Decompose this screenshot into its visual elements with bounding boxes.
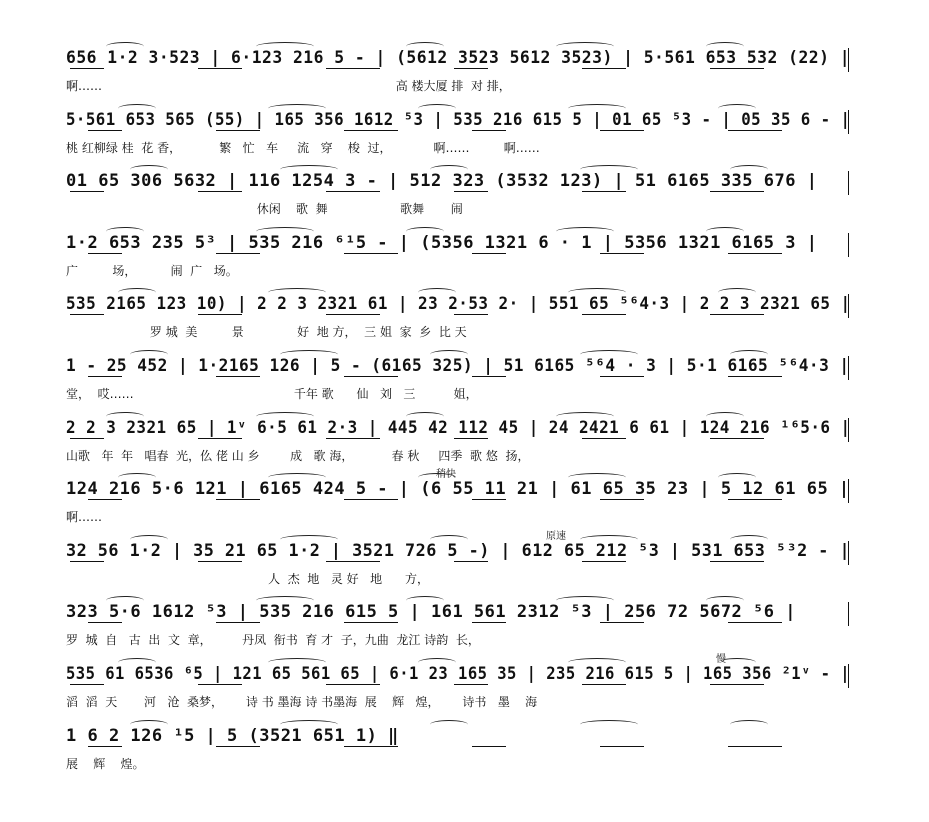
- slur-mark: [706, 596, 744, 605]
- slur-mark: [106, 227, 144, 236]
- beam-underline: [472, 499, 506, 500]
- slur-mark: [268, 658, 326, 667]
- beam-underline: [70, 314, 104, 315]
- slur-mark: [430, 165, 468, 174]
- beam-underline: [70, 561, 104, 562]
- slur-mark: [280, 165, 338, 174]
- slur-mark: [280, 720, 338, 729]
- beam-underline: [710, 191, 764, 192]
- beam-underline: [582, 314, 626, 315]
- slur-mark: [106, 42, 144, 51]
- score-system: [66, 654, 851, 726]
- beam-underline: [600, 746, 644, 747]
- slur-mark: [406, 227, 444, 236]
- slur-mark: [268, 288, 326, 297]
- beam-underline: [70, 191, 104, 192]
- slur-mark: [268, 473, 326, 482]
- beam-underline: [472, 622, 506, 623]
- notation-line: 323 5·6 1612 ⁵3 | 535 216 615 5 | 161 561 2312 ⁵3 | 256 72 5672 ⁵6 |: [66, 602, 796, 623]
- notation-line: 124 216 5·6 121 | 6165 424 5 - | (6 55 11 21 | 61 65 35 23 | 5 12 61 65 |: [66, 479, 850, 500]
- score-system: [66, 110, 850, 172]
- slur-mark: [580, 350, 638, 359]
- tempo-marking: 原速: [546, 530, 566, 542]
- notation-line: 1 6 2 126 ¹5 | 5 (3521 651 1) ‖: [66, 725, 399, 746]
- beam-underline: [600, 130, 644, 131]
- beam-underline: [216, 253, 260, 254]
- slur-mark: [580, 535, 638, 544]
- slur-mark: [130, 535, 168, 544]
- slur-mark: [106, 412, 144, 421]
- beam-underline: [600, 253, 644, 254]
- system-end-barline: [848, 541, 849, 565]
- slur-mark: [280, 350, 338, 359]
- system-end-barline: [848, 110, 849, 134]
- slur-mark: [256, 227, 314, 236]
- beam-underline: [344, 746, 398, 747]
- beam-underline: [472, 253, 506, 254]
- beam-underline: [326, 314, 380, 315]
- lyrics-line: 展 辉 煌。: [66, 756, 145, 771]
- beam-underline: [326, 191, 380, 192]
- score-system: [66, 530, 851, 603]
- notation-line: 5·561 653 565 (55) | 165 356 1612 ⁵3 | 535 216 615 5 | 01 65 ⁵3 - | 05 35 6 - |: [66, 109, 851, 130]
- beam-underline: [216, 499, 260, 500]
- slur-mark: [568, 658, 626, 667]
- beam-underline: [728, 622, 782, 623]
- slur-mark: [406, 596, 444, 605]
- slur-mark: [118, 104, 156, 113]
- beam-underline: [454, 684, 488, 685]
- beam-underline: [710, 314, 764, 315]
- beam-underline: [326, 438, 380, 439]
- beam-underline: [216, 130, 260, 131]
- beam-underline: [70, 68, 104, 69]
- beam-underline: [454, 438, 488, 439]
- beam-underline: [216, 622, 260, 623]
- slur-mark: [106, 596, 144, 605]
- beam-underline: [728, 253, 782, 254]
- lyrics-line: 啊…… 高 楼大厦 排 对 排，: [66, 79, 511, 93]
- slur-mark: [256, 412, 314, 421]
- score-system: [66, 418, 850, 480]
- beam-underline: [198, 314, 242, 315]
- beam-underline: [582, 438, 626, 439]
- beam-underline: [582, 561, 626, 562]
- slur-mark: [418, 473, 456, 482]
- score-system: [66, 726, 850, 788]
- slur-mark: [580, 165, 638, 174]
- beam-underline: [710, 684, 764, 685]
- beam-underline: [472, 130, 506, 131]
- beam-underline: [582, 191, 626, 192]
- system-end-barline: [848, 479, 849, 503]
- notation-line: 2 2 3 2321 65 | 1ᵛ 6·5 61 2·3 | 445 42 112 45 | 24 2421 6 61 | 124 216 ¹⁶5·6 |: [66, 417, 851, 438]
- beam-underline: [344, 376, 398, 377]
- beam-underline: [198, 438, 242, 439]
- beam-underline: [710, 561, 764, 562]
- slur-mark: [718, 104, 756, 113]
- score-system: [66, 294, 850, 356]
- slur-mark: [556, 227, 614, 236]
- score-system: [66, 48, 850, 110]
- score-system: [66, 356, 850, 418]
- slur-mark: [580, 720, 638, 729]
- slur-mark: [706, 227, 744, 236]
- slur-mark: [718, 658, 756, 667]
- lyrics-line: 山歌 年 年 唱春 光，仫 佬 山 乡 成 歌 海， 春 秋 四季 歌 悠 扬，: [66, 448, 530, 463]
- system-end-barline: [848, 171, 849, 195]
- slur-mark: [568, 473, 626, 482]
- slur-mark: [406, 42, 444, 51]
- beam-underline: [728, 499, 782, 500]
- system-end-barline: [848, 664, 849, 688]
- beam-underline: [88, 253, 122, 254]
- lyrics-line: 休闲 歌 舞 歌舞 闹: [66, 202, 463, 217]
- beam-underline: [600, 499, 644, 500]
- slur-mark: [730, 165, 768, 174]
- system-end-barline: [848, 418, 849, 442]
- notation-line: 535 61 6536 ⁶5 | 121 65 561 65 | 6·1 23 165 35 | 235 216 615 5 | 165 356 ²1ᵛ - |: [66, 664, 851, 684]
- notation-line: 1 - 25 452 | 1·2165 126 | 5 - (6165 325) | 51 6165 ⁵⁶4 · 3 | 5·1 6165 ⁵⁶4·3 |: [66, 356, 850, 376]
- beam-underline: [728, 746, 782, 747]
- beam-underline: [198, 68, 242, 69]
- tempo-marking: 稍快: [436, 469, 456, 481]
- lyrics-line: 桃 红柳绿 桂 花 香， 繁 忙 车 流 穿 梭 过， 啊…… 啊……: [66, 140, 540, 155]
- beam-underline: [344, 130, 398, 131]
- slur-mark: [418, 104, 456, 113]
- slur-mark: [718, 473, 756, 482]
- beam-underline: [88, 746, 122, 747]
- slur-mark: [418, 658, 456, 667]
- beam-underline: [344, 622, 398, 623]
- slur-mark: [118, 288, 156, 297]
- notation-line: 1·2 653 235 5³ | 535 216 ⁶¹5 - | (5356 1321 6 · 1 | 5356 1321 6165 3 |: [66, 232, 818, 253]
- beam-underline: [216, 376, 260, 377]
- slur-mark: [280, 535, 338, 544]
- score-system: [66, 602, 850, 664]
- slur-mark: [730, 720, 768, 729]
- slur-mark: [430, 350, 468, 359]
- slur-mark: [406, 412, 444, 421]
- lyrics-line: 人 杰 地 灵 好 地 方，: [66, 571, 430, 586]
- score-system: [66, 469, 850, 541]
- beam-underline: [326, 68, 380, 69]
- lyrics-line: 啊……: [66, 510, 103, 525]
- beam-underline: [582, 684, 626, 685]
- slur-mark: [706, 412, 744, 421]
- beam-underline: [88, 499, 122, 500]
- score-system: [66, 233, 850, 295]
- beam-underline: [88, 622, 122, 623]
- beam-underline: [198, 684, 242, 685]
- slur-mark: [118, 658, 156, 667]
- beam-underline: [710, 438, 764, 439]
- beam-underline: [88, 130, 122, 131]
- slur-mark: [256, 42, 314, 51]
- beam-underline: [70, 438, 104, 439]
- lyrics-line: 堂， 哎…… 千年 歌 仙 刘 三 姐，: [66, 387, 478, 401]
- beam-underline: [454, 191, 488, 192]
- beam-underline: [710, 68, 764, 69]
- system-end-barline: [848, 356, 849, 380]
- slur-mark: [556, 412, 614, 421]
- beam-underline: [326, 684, 380, 685]
- beam-underline: [70, 684, 104, 685]
- beam-underline: [600, 622, 644, 623]
- beam-underline: [728, 376, 782, 377]
- slur-mark: [130, 165, 168, 174]
- beam-underline: [454, 561, 488, 562]
- lyrics-line: 滔 滔 天 河 沧 桑梦， 诗 书 墨海 诗 书墨海 展 辉 煌， 诗书 墨 海: [66, 695, 538, 709]
- beam-underline: [198, 561, 242, 562]
- beam-underline: [728, 130, 782, 131]
- slur-mark: [430, 720, 468, 729]
- beam-underline: [582, 68, 626, 69]
- beam-underline: [472, 376, 506, 377]
- notation-line: 32 56 1·2 | 35 21 65 1·2 | 3521 726 5 -) | 612 65 212 ⁵3 | 531 653 ⁵³2 - |: [66, 540, 851, 561]
- slur-mark: [256, 596, 314, 605]
- slur-mark: [268, 104, 326, 113]
- system-end-barline: [848, 48, 849, 72]
- slur-mark: [556, 596, 614, 605]
- slur-mark: [118, 473, 156, 482]
- system-end-barline: [848, 294, 849, 318]
- beam-underline: [472, 746, 506, 747]
- score-system: [66, 171, 850, 233]
- slur-mark: [130, 720, 168, 729]
- slur-mark: [730, 535, 768, 544]
- notation-line: 01 65 306 5632 | 116 1254 3 - | 512 323 (3532 123) | 51 6165 335 676 |: [66, 171, 818, 192]
- slur-mark: [556, 42, 614, 51]
- system-end-barline: [848, 233, 849, 257]
- notation-line: 535 2165 123 10) | 2 2 3 2321 61 | 23 2·53 2· | 551 65 ⁵⁶4·3 | 2 2 3 2321 65 |: [66, 294, 851, 315]
- beam-underline: [344, 253, 398, 254]
- beam-underline: [88, 376, 122, 377]
- notation-line: 656 1·2 3·523 | 6·123 216 5 - | (5612 3523 5612 3523) | 5·561 653 532 (22) |: [66, 48, 851, 68]
- system-end-barline: [848, 602, 849, 626]
- beam-underline: [344, 499, 398, 500]
- beam-underline: [454, 68, 488, 69]
- lyrics-line: 罗 城 自 古 出 文 章， 丹凤 衔书 育 才 子，九曲 龙江 诗韵 长，: [66, 633, 480, 648]
- slur-mark: [430, 535, 468, 544]
- tempo-marking: 慢: [716, 654, 726, 665]
- beam-underline: [326, 561, 380, 562]
- slur-mark: [730, 350, 768, 359]
- slur-mark: [706, 42, 744, 51]
- beam-underline: [198, 191, 242, 192]
- slur-mark: [568, 104, 626, 113]
- slur-mark: [130, 350, 168, 359]
- beam-underline: [600, 376, 644, 377]
- lyrics-line: 罗 城 美 景 好 地 方， 三 姐 家 乡 比 天: [66, 325, 467, 340]
- beam-underline: [454, 314, 488, 315]
- beam-underline: [216, 746, 260, 747]
- slur-mark: [568, 288, 626, 297]
- lyrics-line: 广 场， 闹 广 场。: [66, 263, 238, 278]
- slur-mark: [718, 288, 756, 297]
- slur-mark: [418, 288, 456, 297]
